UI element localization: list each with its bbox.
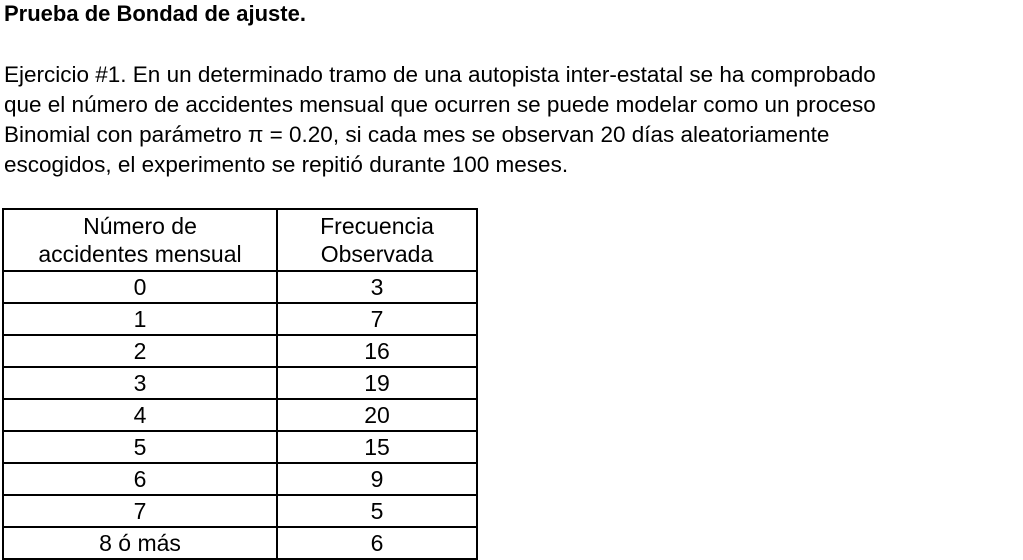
paragraph-line: que el número de accidentes mensual que ocurren se puede modelar como un proceso [4, 92, 876, 117]
document-title: Prueba de Bondad de ajuste. [4, 1, 306, 26]
table-row [3, 271, 477, 303]
cell-frequency: 15 [277, 431, 477, 463]
cell-frequency: 7 [277, 303, 477, 335]
header-accidents [3, 209, 277, 271]
table-row [3, 527, 477, 559]
paragraph-line: escogidos, el experimento se repitió durante 100 meses. [4, 152, 569, 177]
table-row [3, 335, 477, 367]
table-row [3, 399, 477, 431]
table-row [3, 367, 477, 399]
cell-accidents: 6 [3, 463, 277, 495]
cell-frequency: 19 [277, 367, 477, 399]
table-row [3, 463, 477, 495]
cell-accidents: 3 [3, 367, 277, 399]
paragraph-line: Binomial con parámetro π = 0.20, si cada mes se observan 20 días aleatoriamente [4, 122, 830, 147]
table-row [3, 495, 477, 527]
paragraph-line: Ejercicio #1. En un determinado tramo de una autopista inter-estatal se ha comprobado [4, 62, 876, 87]
header-accidents-line2: accidentes mensual [38, 241, 242, 267]
table-header-row [3, 209, 477, 271]
header-frequency [277, 209, 477, 271]
cell-accidents: 8 ó más [3, 527, 277, 559]
cell-frequency: 3 [277, 271, 477, 303]
cell-frequency: 6 [277, 527, 477, 559]
cell-accidents: 1 [3, 303, 277, 335]
cell-accidents: 0 [3, 271, 277, 303]
exercise-paragraph [4, 60, 1023, 180]
table-row [3, 431, 477, 463]
cell-frequency: 5 [277, 495, 477, 527]
header-frequency-line2: Observada [320, 241, 434, 267]
header-frequency-line1: Frecuencia [320, 213, 434, 239]
cell-frequency: 20 [277, 399, 477, 431]
cell-frequency: 9 [277, 463, 477, 495]
cell-accidents: 2 [3, 335, 277, 367]
cell-accidents: 4 [3, 399, 277, 431]
cell-accidents: 7 [3, 495, 277, 527]
frequency-table [2, 208, 478, 560]
cell-accidents: 5 [3, 431, 277, 463]
cell-frequency: 16 [277, 335, 477, 367]
table-row [3, 303, 477, 335]
header-accidents-line1: Número de [83, 213, 197, 239]
